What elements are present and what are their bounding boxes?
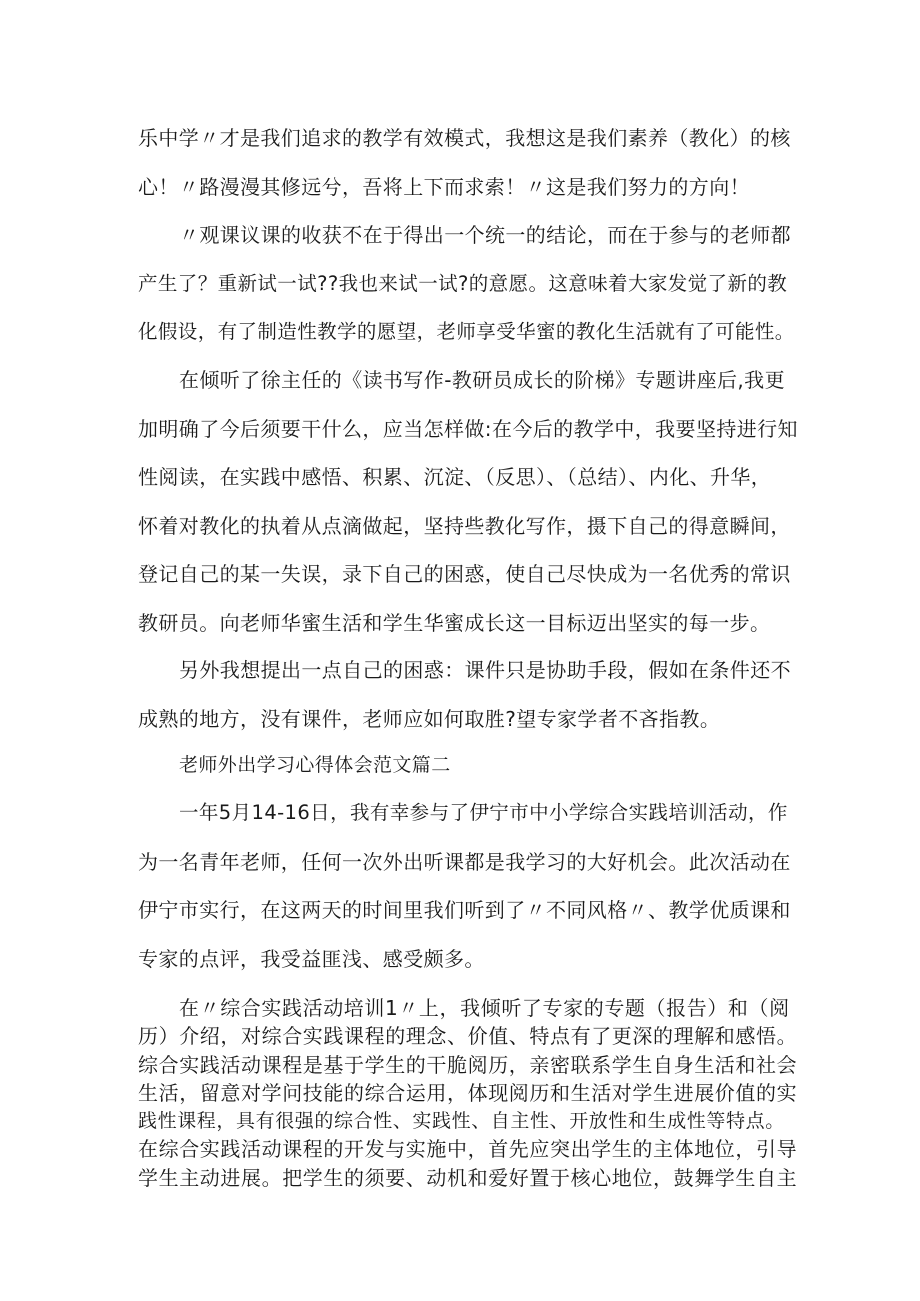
text-line: 为一名青年老师，任何一次外出听课都是我学习的大好机会。此次活动在	[138, 849, 791, 874]
text-line: 伊宁市实行，在这两天的时间里我们听到了〃不同风格〃、教学优质课和	[138, 898, 791, 922]
paragraph-2	[138, 211, 798, 357]
text-line: 教研员。向老师华蜜生活和学生华蜜成长这一目标迈出坚实的每一步。	[138, 610, 771, 635]
text-line: 在倾听了徐主任的《读书写作-教研员成长的阶梯》专题讲座后,我更	[179, 368, 785, 392]
text-line: 践性课程，具有很强的综合性、实践性、自主性、开放性和生成性等特点。	[138, 1110, 785, 1133]
text-line: 生活，留意对学问技能的综合运用，体现阅历和生活对学生进展价值的实	[138, 1080, 798, 1105]
section-heading-block	[138, 741, 798, 790]
text-line: 学生主动进展。把学生的须要、动机和爱好置于核心地位，鼓舞学生自主	[138, 1165, 798, 1190]
text-line: 在〃综合实践活动培训1〃上，我倾听了专家的专题（报告）和（阅	[179, 996, 790, 1020]
paragraph-1	[138, 114, 798, 211]
paragraph-3	[138, 356, 798, 647]
section-heading: 老师外出学习心得体会范文篇二	[179, 754, 451, 776]
text-line: 乐中学〃才是我们追求的教学有效模式，我想这是我们素养（教化）的核	[138, 126, 791, 150]
text-line: 加明确了今后须要干什么，应当怎样做:在今后的教学中，我要坚持进行知	[138, 416, 798, 441]
paragraph-6	[138, 994, 798, 1192]
text-line: 成熟的地方，没有课件，老师应如何取胜?望专家学者不吝指教。	[138, 706, 721, 731]
text-line: 产生了？重新试一试??我也来试一试?的意愿。这意味着大家发觉了新的教	[138, 271, 788, 295]
text-line: 性阅读，在实践中感悟、积累、沉淀、（反思）、（总结）、内化、升华，	[138, 465, 772, 489]
paragraph-4	[138, 646, 798, 743]
text-line: 在综合实践活动课程的开发与实施中，首先应突出学生的主体地位，引导	[138, 1137, 798, 1162]
text-line: 怀着对教化的执着从点滴做起，坚持些教化写作，摄下自己的得意瞬间，	[138, 513, 791, 538]
text-line: 化假设，有了制造性教学的愿望，老师享受华蜜的教化生活就有了可能性。	[138, 320, 795, 343]
text-line: 综合实践活动课程是基于学生的干脆阅历，亲密联系学生自身生活和社会	[138, 1052, 798, 1077]
text-line: 另外我想提出一点自己的困惑：课件只是协助手段，假如在条件还不	[179, 658, 791, 682]
text-line: 专家的点评，我受益匪浅、感受颇多。	[138, 946, 485, 971]
paragraph-5	[138, 789, 798, 983]
text-line: 登记自己的某一失误，录下自己的困惑，使自己尽快成为一名优秀的常识	[138, 562, 791, 586]
text-line: 历）介绍，对综合实践课程的理念、价值、特点有了更深的理解和感悟。	[138, 1024, 798, 1049]
text-line: 〃观课议课的收获不在于得出一个统一的结论，而在于参与的老师都	[179, 223, 791, 247]
text-line: 心！〃路漫漫其修远兮，吾将上下而求索！〃这是我们努力的方向！	[138, 174, 750, 199]
text-line: 一年5月14-16日，我有幸参与了伊宁市中小学综合实践培训活动，作	[179, 801, 788, 824]
